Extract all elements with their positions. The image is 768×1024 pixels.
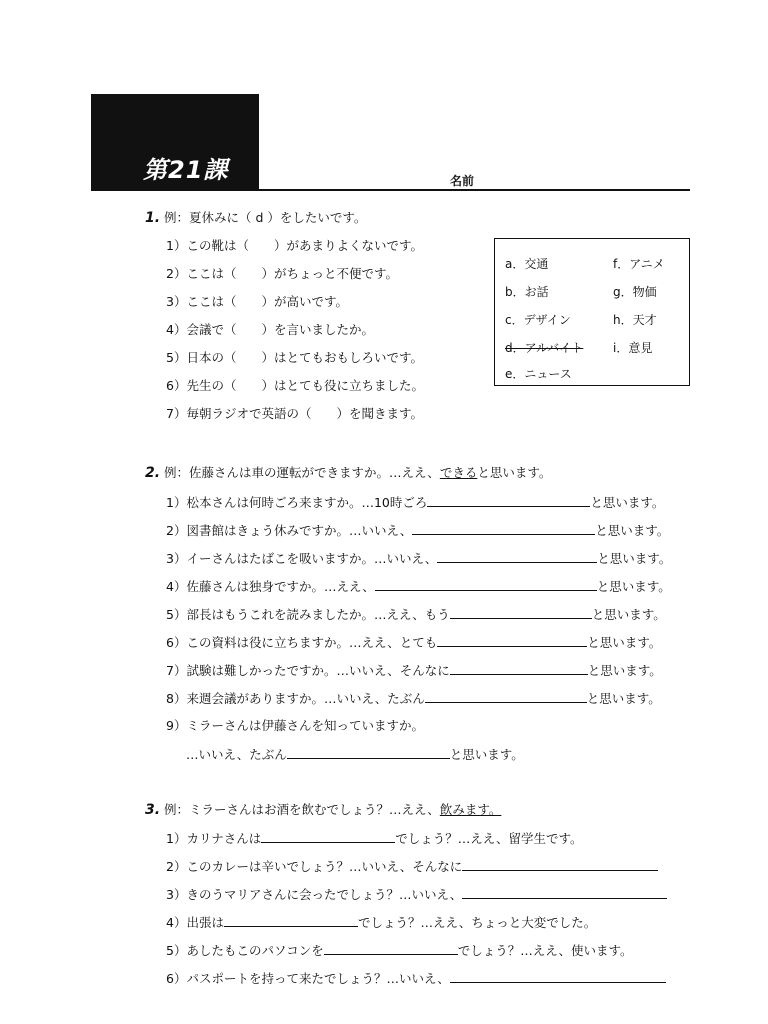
section2-item-4: [166, 578, 671, 595]
answer-blank[interactable]: [437, 634, 587, 647]
answer-blank[interactable]: [450, 662, 588, 675]
section3-example-line: [145, 802, 501, 818]
choice-g: g．物価: [613, 285, 657, 299]
item-suffix: と思います。: [586, 691, 661, 706]
section3-item-3: [166, 886, 667, 903]
section1-item-2: 2）ここは（ ）がちょっと不便です。: [166, 266, 398, 281]
section3-number: 3.: [145, 802, 161, 818]
answer-blank[interactable]: [224, 914, 358, 927]
section2-item-8: [166, 690, 661, 707]
choice-f: f．アニメ: [613, 257, 665, 271]
item-post: でしょう？…ええ、使います。: [457, 943, 633, 958]
item-question: 5）部長はもうこれを読みましたか。…ええ、もう: [166, 607, 450, 622]
item-pre: 4）出張は: [166, 915, 224, 930]
item-suffix: と思います。: [595, 523, 670, 538]
item-suffix: と思います。: [597, 551, 672, 566]
answer-blank[interactable]: [427, 494, 590, 507]
choice-a: a．交通: [505, 257, 549, 271]
item-question: …いいえ、たぶん: [186, 747, 287, 762]
item-pre: 1）カリナさんは: [166, 831, 262, 846]
answer-blank[interactable]: [437, 550, 597, 563]
section3-item-1: [166, 830, 582, 847]
section3-item-2: [166, 858, 658, 875]
section1-example-line: [145, 210, 366, 226]
item-suffix: と思います。: [449, 747, 524, 762]
lesson-header-block: [91, 94, 259, 190]
item-pre: 3）きのうマリアさんに会ったでしょう？…いいえ、: [166, 887, 463, 902]
item-suffix: と思います。: [596, 579, 671, 594]
section2-example-answer: できる: [439, 465, 478, 480]
answer-blank[interactable]: [462, 886, 667, 899]
section2-item-9-answer: [186, 746, 524, 763]
section2-example-line: [145, 465, 551, 481]
answer-blank[interactable]: [412, 522, 595, 535]
lesson-title: 第21課: [143, 156, 229, 184]
header-rule: [91, 189, 690, 191]
section3-item-4: [166, 914, 596, 931]
item-suffix: と思います。: [587, 663, 662, 678]
section2-item-6: [166, 634, 661, 651]
item-pre: 5）あしたもこのパソコンを: [166, 943, 324, 958]
section2-item-9-question: 9）ミラーさんは伊藤さんを知っていますか。: [166, 718, 424, 733]
section3-item-6: [166, 970, 666, 987]
name-label: 名前: [450, 174, 475, 188]
answer-blank[interactable]: [450, 970, 666, 983]
choice-b: b．お話: [505, 285, 549, 299]
section2-item-5: [166, 606, 666, 623]
item-question: 7）試験は難しかったですか。…いいえ、そんなに: [166, 663, 450, 678]
item-suffix: と思います。: [590, 495, 665, 510]
item-suffix: と思います。: [587, 635, 662, 650]
section2-example-a: 例：佐藤さんは車の運転ができますか。…ええ、: [164, 465, 440, 480]
section3-item-5: [166, 942, 632, 959]
answer-blank[interactable]: [287, 746, 450, 759]
item-pre: 6）パスポートを持って来たでしょう？…いいえ、: [166, 971, 450, 986]
answer-blank[interactable]: [261, 830, 395, 843]
answer-blank[interactable]: [324, 942, 458, 955]
section1-example: 例：夏休みに（ d ）をしたいです。: [164, 210, 367, 225]
item-post: でしょう？…ええ、留学生です。: [395, 831, 583, 846]
section1-item-4: 4）会議で（ ）を言いましたか。: [166, 322, 374, 337]
answer-blank[interactable]: [375, 578, 597, 591]
item-post: でしょう？…ええ、ちょっと大変でした。: [357, 915, 597, 930]
choice-i: i．意見: [613, 341, 653, 355]
section2-item-3: [166, 550, 671, 567]
section1-item-7: 7）毎朝ラジオで英語の（ ）を聞きます。: [166, 406, 423, 421]
answer-blank[interactable]: [450, 606, 592, 619]
choice-d-struck: d．アルバイト: [505, 341, 584, 355]
item-question: 8）来週会議がありますか。…いいえ、たぶん: [166, 691, 425, 706]
section1-item-5: 5）日本の（ ）はとてもおもしろいです。: [166, 350, 423, 365]
section1-number: 1.: [145, 210, 161, 226]
item-pre: 2）このカレーは辛いでしょう？…いいえ、そんなに: [166, 859, 463, 874]
section1-item-3: 3）ここは（ ）が高いです。: [166, 294, 348, 309]
item-question: 3）イーさんはたばこを吸いますか。…いいえ、: [166, 551, 438, 566]
section2-number: 2.: [145, 465, 161, 481]
item-suffix: と思います。: [591, 607, 666, 622]
item-question: 4）佐藤さんは独身ですか。…ええ、: [166, 579, 375, 594]
choice-c: c．デザイン: [505, 313, 571, 327]
section2-example-b: と思います。: [477, 465, 552, 480]
item-question: 1）松本さんは何時ごろ来ますか。…10時ごろ: [166, 495, 428, 510]
item-question: 6）この資料は役に立ちますか。…ええ、とても: [166, 635, 438, 650]
answer-blank[interactable]: [425, 690, 587, 703]
section3-example-answer: 飲みます。: [439, 802, 502, 817]
section1-item-6: 6）先生の（ ）はとても役に立ちました。: [166, 378, 424, 393]
item-question: 2）図書館はきょう休みですか。…いいえ、: [166, 523, 413, 538]
answer-blank[interactable]: [462, 858, 658, 871]
section2-item-2: [166, 522, 669, 539]
choice-box: [494, 238, 690, 386]
section2-item-7: [166, 662, 662, 679]
section3-example-a: 例：ミラーさんはお酒を飲むでしょう？…ええ、: [164, 802, 440, 817]
section1-item-1: 1）この靴は（ ）があまりよくないです。: [166, 238, 423, 253]
choice-h: h．天才: [613, 313, 657, 327]
section2-item-1: [166, 494, 664, 511]
choice-e: e．ニュース: [505, 367, 572, 381]
